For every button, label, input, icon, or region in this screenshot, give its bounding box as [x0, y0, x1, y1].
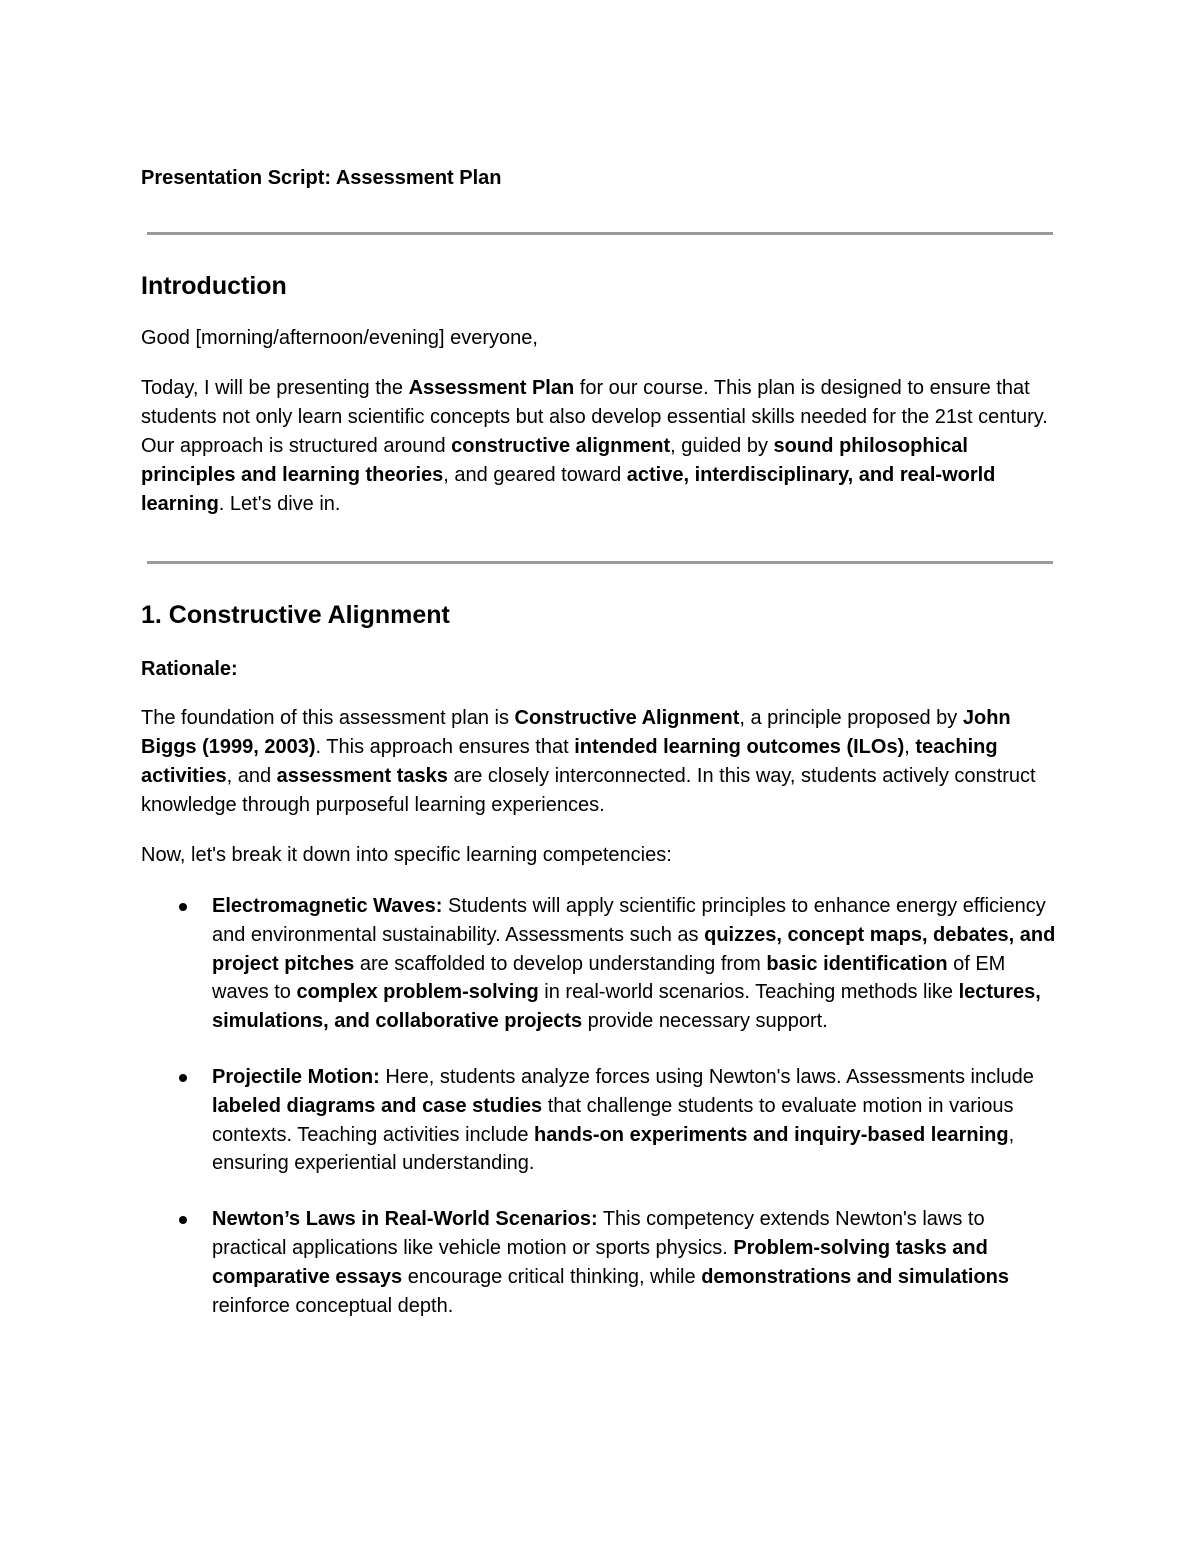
foundation-text: , and: [226, 765, 277, 787]
competency-emphasis: Problem-solving tasks and comparative essays: [212, 1236, 988, 1288]
competency-text: that challenge students to evaluate motion in various contexts. Teaching activities include: [212, 1094, 1014, 1146]
greeting-paragraph: Good [morning/afternoon/evening] everyone,: [141, 327, 538, 349]
competency-emphasis: demonstrations and simulations: [701, 1265, 1010, 1288]
bullet-icon: [179, 1216, 187, 1224]
section-divider: [147, 561, 1053, 564]
competency-title: Electromagnetic Waves:: [212, 895, 443, 917]
competency-title: Newton’s Laws in Real-World Scenarios:: [212, 1208, 598, 1231]
competency-text: Here, students analyze forces using Newton's laws. Assessments include: [379, 1065, 1034, 1088]
section-divider: [147, 232, 1053, 235]
intro-text: for our course. This plan is designed to ensure that students not only learn scientific concepts but also develop essential skills needed for the 21st century. Our approach is structured around: [141, 377, 1048, 457]
competency-text: Students will apply scientific principles to enhance energy efficiency and environmental sustainability. Assessments such as: [212, 895, 1046, 946]
intro-emphasis: sound philosophical principles and learning theories: [141, 435, 968, 486]
competency-text: reinforce conceptual depth.: [212, 1294, 454, 1317]
bullet-icon: [179, 903, 187, 911]
competency-emphasis: complex problem-solving: [296, 981, 539, 1004]
competency-text: provide necessary support.: [582, 1010, 828, 1033]
competency-emphasis: quizzes, concept maps, debates, and project pitches: [212, 923, 1056, 975]
competency-text: are scaffolded to develop understanding from: [354, 952, 767, 975]
breakdown-paragraph: Now, let's break it down into specific learning competencies:: [141, 844, 672, 866]
foundation-emphasis: intended learning outcomes (ILOs): [574, 736, 905, 758]
foundation-text: The foundation of this assessment plan is: [141, 707, 515, 729]
competency-text: in real-world scenarios. Teaching methods like: [538, 981, 959, 1004]
list-item-projectile-motion: [141, 1063, 1061, 1178]
competency-emphasis: labeled diagrams and case studies: [212, 1094, 543, 1117]
intro-text: , guided by: [670, 435, 774, 457]
list-item-newtons-laws: [141, 1205, 1061, 1320]
document-title: Presentation Script: Assessment Plan: [141, 167, 502, 189]
list-item-electromagnetic-waves: [141, 892, 1061, 1036]
foundation-paragraph: [141, 704, 1061, 820]
intro-paragraph: [141, 374, 1061, 519]
intro-emphasis: active, interdisciplinary, and real-world learning: [141, 464, 996, 515]
rationale-label: Rationale:: [141, 658, 238, 680]
intro-text: Today, I will be presenting the: [141, 377, 409, 399]
competency-text: encourage critical thinking, while: [402, 1265, 702, 1288]
introduction-heading: Introduction: [141, 272, 287, 300]
competency-title: Projectile Motion:: [212, 1065, 380, 1088]
competency-text: This competency extends Newton's laws to practical applications like vehicle motion or sports physics.: [212, 1208, 985, 1259]
intro-text: , and geared toward: [443, 464, 627, 486]
document-page: [141, 163, 1061, 1347]
intro-text: . Let's dive in.: [218, 493, 341, 515]
foundation-text: , a principle proposed by: [739, 707, 963, 729]
foundation-emphasis: assessment tasks: [276, 765, 448, 787]
intro-emphasis: constructive alignment: [451, 435, 671, 457]
competency-emphasis: hands-on experiments and inquiry-based learning: [534, 1123, 1009, 1146]
competency-text: , ensuring experiential understanding.: [212, 1123, 1015, 1175]
foundation-emphasis: John Biggs (1999, 2003): [141, 707, 1011, 758]
constructive-alignment-heading: 1. Constructive Alignment: [141, 601, 450, 629]
competency-emphasis: basic identification: [766, 952, 948, 975]
foundation-emphasis: teaching activities: [141, 736, 998, 787]
foundation-emphasis: Constructive Alignment: [514, 707, 740, 729]
bullet-icon: [179, 1074, 187, 1082]
foundation-text: . This approach ensures that: [315, 736, 575, 758]
competency-text: of EM waves to: [212, 952, 1006, 1004]
competency-emphasis: lectures, simulations, and collaborative projects: [212, 981, 1041, 1033]
foundation-text: are closely interconnected. In this way, students actively construct knowledge through purposeful learning experiences.: [141, 765, 1036, 816]
intro-emphasis: Assessment Plan: [408, 377, 575, 399]
competency-list: [141, 892, 1061, 1320]
foundation-text: ,: [904, 736, 916, 758]
